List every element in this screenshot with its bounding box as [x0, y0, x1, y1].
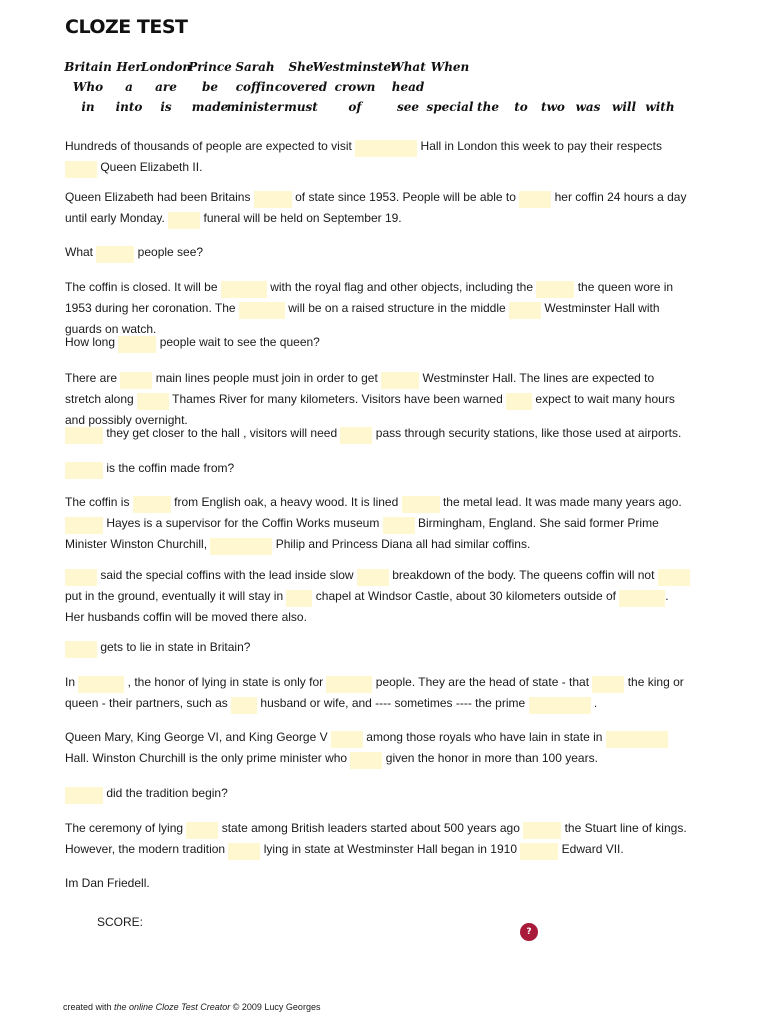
paragraph-text: main lines people must join in order to get	[152, 371, 382, 385]
cloze-blank[interactable]	[519, 191, 551, 208]
footer-prefix: created with	[63, 1002, 115, 1012]
paragraph-text: Philip and Princess Diana all had similar coffins.	[272, 537, 531, 551]
cloze-blank[interactable]	[120, 372, 152, 389]
word-bank-word: What	[390, 60, 426, 74]
paragraph-text: the metal lead. It was made many years ago.	[439, 495, 686, 509]
cloze-blank[interactable]	[231, 697, 257, 714]
word-bank-word: covered	[274, 80, 328, 94]
cloze-blank[interactable]	[65, 641, 97, 658]
paragraph-text: with the royal flag and other objects, including the	[266, 280, 537, 294]
paragraph-text: will be on a raised structure in the middle	[284, 301, 510, 315]
word-bank-word: be	[201, 80, 219, 94]
cloze-blank[interactable]	[357, 569, 389, 586]
cloze-blank[interactable]	[118, 336, 156, 353]
paragraph-text: The coffin is closed. It will be	[65, 280, 221, 294]
cloze-paragraph	[65, 783, 690, 804]
word-bank-word: She	[288, 60, 314, 74]
paragraph-text: people see?	[134, 245, 204, 259]
word-bank-word: two	[541, 100, 565, 114]
paragraph-text: husband or wife, and ---- sometimes ---- the prime	[257, 696, 529, 710]
cloze-blank[interactable]	[340, 427, 372, 444]
help-button[interactable]: ?	[520, 923, 538, 941]
cloze-paragraph	[65, 277, 690, 340]
cloze-blank[interactable]	[78, 676, 124, 693]
paragraph-text: Hundreds of thousands of people are expected to visit	[65, 139, 356, 153]
word-bank-word: special	[426, 100, 474, 114]
paragraph-text: state among British leaders started about 500 years ago	[218, 821, 524, 835]
paragraph-text: people wait to see the queen?	[156, 335, 320, 349]
paragraph-text: said the special coffins with the lead inside slow	[97, 568, 357, 582]
word-bank-word: When	[430, 60, 470, 74]
word-bank-word: is	[160, 100, 172, 114]
cloze-blank[interactable]	[536, 281, 574, 298]
word-bank-word: was	[575, 100, 601, 114]
paragraph-text: Hayes is a supervisor for the Coffin Works museum	[103, 516, 383, 530]
cloze-paragraph	[65, 423, 690, 444]
footer	[63, 1002, 320, 1012]
paragraph-text: The ceremony of lying	[65, 821, 187, 835]
paragraph-text: of state since 1953. People will be able to	[291, 190, 520, 204]
paragraph-text: funeral will be held on September 19.	[200, 211, 402, 225]
cloze-paragraph	[65, 368, 690, 431]
cloze-blank[interactable]	[210, 538, 272, 555]
paragraph-text: Westminster Hall with guards on watch.	[65, 301, 663, 336]
word-bank-word: to	[514, 100, 528, 114]
paragraph-text: from English oak, a heavy wood. It is lined	[170, 495, 402, 509]
cloze-blank[interactable]	[509, 302, 541, 319]
cloze-blank[interactable]	[186, 822, 218, 839]
word-bank-word: Her	[116, 60, 142, 74]
paragraph-text: The coffin is	[65, 495, 133, 509]
paragraph-text: chapel at Windsor Castle, about 30 kilometers outside of	[312, 589, 620, 603]
cloze-blank[interactable]	[606, 731, 668, 748]
cloze-paragraph	[65, 818, 690, 860]
score-label: SCORE:	[97, 915, 144, 929]
cloze-blank[interactable]	[350, 752, 382, 769]
paragraph-text: . Her husbands coffin will be moved there also.	[65, 589, 672, 624]
word-bank-word: Britain	[64, 60, 112, 74]
cloze-blank[interactable]	[331, 731, 363, 748]
word-bank-word: of	[348, 100, 362, 114]
cloze-blank[interactable]	[326, 676, 372, 693]
cloze-blank[interactable]	[65, 787, 103, 804]
cloze-blank[interactable]	[221, 281, 267, 298]
paragraph-text: In	[65, 675, 79, 689]
paragraph-text: gets to lie in state in Britain?	[97, 640, 251, 654]
word-bank-word: will	[611, 100, 637, 114]
word-bank-word: crown	[334, 80, 376, 94]
paragraph-text: Queen Elizabeth II.	[97, 160, 203, 174]
cloze-paragraph	[65, 187, 690, 229]
paragraph-text: breakdown of the body. The queens coffin will not	[388, 568, 658, 582]
paragraph-text: Im Dan Friedell.	[65, 876, 150, 890]
cloze-blank[interactable]	[523, 822, 561, 839]
word-bank-word: with	[645, 100, 675, 114]
paragraph-text: Thames River for many kilometers. Visitors have been warned	[169, 392, 507, 406]
cloze-paragraph	[65, 492, 690, 555]
cloze-blank[interactable]	[658, 569, 690, 586]
cloze-blank[interactable]	[381, 372, 419, 389]
paragraph-text: .	[590, 696, 598, 710]
paragraph-text: the queen wore in 1953 during her coronation. The	[65, 280, 677, 315]
cloze-blank[interactable]	[619, 590, 665, 607]
word-bank-word: London	[140, 60, 192, 74]
paragraph-text: did the tradition begin?	[103, 786, 228, 800]
paragraph-text: What	[65, 245, 97, 259]
cloze-blank[interactable]	[96, 246, 134, 263]
cloze-blank[interactable]	[592, 676, 624, 693]
paragraph-text: Edward VII.	[558, 842, 624, 856]
cloze-blank[interactable]	[65, 161, 97, 178]
cloze-paragraph	[65, 672, 690, 714]
cloze-paragraph	[65, 458, 690, 479]
cloze-paragraph	[65, 565, 694, 628]
paragraph-text: her coffin 24 hours a day until early Monday.	[65, 190, 690, 225]
cloze-blank[interactable]	[65, 427, 103, 444]
word-bank-word: made	[191, 100, 229, 114]
cloze-blank[interactable]	[254, 191, 292, 208]
word-bank-word: in	[81, 100, 95, 114]
cloze-paragraph	[65, 873, 690, 894]
paragraph-text: Hall. Winston Churchill is the only prime minister who	[65, 730, 672, 765]
paragraph-text: Hall in London this week to pay their respects	[417, 139, 666, 153]
word-bank-word: into	[115, 100, 143, 114]
cloze-blank[interactable]	[286, 590, 312, 607]
paragraph-text: Birmingham, England. She said former Prime Minister Winston Churchill,	[65, 516, 663, 551]
word-bank-word: must	[284, 100, 318, 114]
cloze-blank[interactable]	[137, 393, 169, 410]
cloze-blank[interactable]	[355, 140, 417, 157]
paragraph-text: expect to wait many hours and possibly overnight.	[65, 392, 679, 427]
paragraph-text: they get closer to the hall , visitors will need	[103, 426, 341, 440]
page-title: CLOZE TEST	[65, 16, 188, 38]
paragraph-text: among those royals who have lain in state in	[362, 730, 606, 744]
word-bank-word: Sarah	[235, 60, 275, 74]
cloze-blank[interactable]	[520, 843, 558, 860]
paragraph-text: Westminster Hall. The lines are expected to stretch along	[65, 371, 658, 406]
word-bank-word: the	[477, 100, 499, 114]
cloze-blank[interactable]	[65, 569, 97, 586]
cloze-blank[interactable]	[65, 462, 103, 479]
cloze-paragraph	[65, 136, 690, 178]
paragraph-text: put in the ground, eventually it will stay in	[65, 568, 694, 603]
paragraph-text: Queen Elizabeth had been Britains	[65, 190, 254, 204]
paragraph-text: , the honor of lying in state is only for	[124, 675, 327, 689]
cloze-paragraph	[65, 332, 690, 353]
paragraph-text: the king or queen - their partners, such as	[65, 675, 688, 710]
cloze-blank[interactable]	[506, 393, 532, 410]
cloze-paragraph	[65, 727, 690, 769]
word-bank-word: head	[391, 80, 425, 94]
footer-link[interactable]: the online Cloze Test Creator	[114, 1002, 231, 1012]
paragraph-text: There are	[65, 371, 121, 385]
paragraph-text: Queen Mary, King George VI, and King George V	[65, 730, 331, 744]
cloze-blank[interactable]	[402, 496, 440, 513]
word-bank-word: minister	[226, 100, 284, 114]
paragraph-text: the Stuart line of kings. However, the modern tradition	[65, 821, 690, 856]
paragraph-text: people. They are the head of state - that	[372, 675, 593, 689]
word-bank-word: see	[396, 100, 420, 114]
cloze-blank[interactable]	[383, 517, 415, 534]
cloze-paragraph	[65, 637, 690, 658]
paragraph-text: lying in state at Westminster Hall began in 1910	[260, 842, 521, 856]
cloze-blank[interactable]	[168, 212, 200, 229]
word-bank-word: Prince	[188, 60, 232, 74]
word-bank-word: a	[125, 80, 133, 94]
cloze-paragraph	[65, 242, 690, 263]
cloze-blank[interactable]	[65, 517, 103, 534]
cloze-blank[interactable]	[228, 843, 260, 860]
paragraph-text: pass through security stations, like those used at airports.	[372, 426, 682, 440]
paragraph-text: is the coffin made from?	[103, 461, 235, 475]
cloze-blank[interactable]	[239, 302, 285, 319]
word-bank-word: coffin	[235, 80, 275, 94]
footer-suffix: © 2009 Lucy Georges	[230, 1002, 321, 1012]
paragraph-text: given the honor in more than 100 years.	[382, 751, 598, 765]
paragraph-text: How long	[65, 335, 119, 349]
cloze-blank[interactable]	[133, 496, 171, 513]
cloze-blank[interactable]	[529, 697, 591, 714]
word-bank-word: Westminster	[312, 60, 398, 74]
word-bank-word: are	[155, 80, 177, 94]
word-bank-word: Who	[72, 80, 104, 94]
